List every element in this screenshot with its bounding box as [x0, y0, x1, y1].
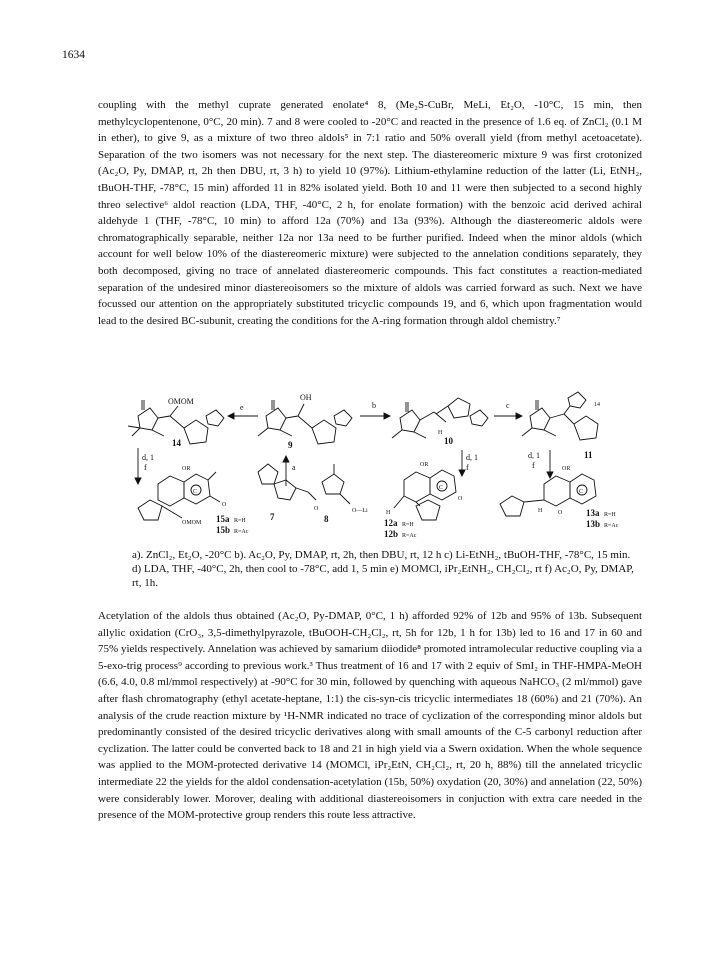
compound-15b: 15b [216, 525, 231, 535]
label-h-13: H [538, 508, 543, 514]
label-or-left: OR [182, 466, 191, 472]
label-oh: OH [300, 393, 312, 402]
compound-9-number: 9 [288, 440, 293, 450]
arrow-c-label: c [506, 401, 510, 410]
label-c-ring-3: C [579, 489, 584, 495]
label-or-mid: OR [420, 462, 429, 468]
label-h-10: H [438, 430, 443, 436]
arrow-e-label: e [240, 403, 244, 412]
compound-15a-r: R=H [234, 518, 246, 524]
compound-12b-r: R=Ac [402, 533, 417, 539]
compound-13a: 13a [586, 508, 600, 518]
scheme-caption: a). ZnCl₂, Et₂O, -20°C b). Ac₂O, Py, DMAP, rt, 2h, then DBU, rt, 12 h c) Li-EtNH₂, tBuOH-THF, -78°C, 15 min. d) LDA, THF, -40°C, 2h, then cool to -78°C, add 1, 5 min e) MOMCl, iPr₂EtNH₂, CH₂Cl₂, rt f) Ac₂O, Py, DMAP, rt, 1h. [132, 549, 634, 589]
label-omom-15: OMOM [182, 520, 202, 526]
compound-8-number: 8 [324, 514, 329, 524]
arrow-d-right-label: d, 1 [528, 451, 540, 460]
arrow-f-mid-label: f [466, 463, 469, 472]
arrow-d-mid-label: d, 1 [466, 453, 478, 462]
structure-9 [258, 400, 352, 444]
compound-14-number: 14 [172, 438, 181, 448]
label-h-12: H [386, 510, 391, 516]
arrow-b-label: b [372, 401, 376, 410]
compound-7-number: 7 [270, 512, 275, 522]
page-number: 1634 [62, 49, 85, 61]
arrow-d-left-label: d, 1 [142, 453, 154, 462]
structure-12 [394, 470, 456, 520]
compound-15a: 15a [216, 514, 230, 524]
structure-7 [258, 464, 316, 500]
arrow-f-right-label: f [532, 461, 535, 470]
compound-12a: 12a [384, 518, 398, 528]
reaction-scheme [98, 376, 642, 552]
compound-13a-r: R=H [604, 512, 616, 518]
arrow-a-label: a [292, 463, 296, 472]
label-o-15: O [222, 502, 227, 508]
paragraph-results: Acetylation of the aldols thus obtained (Ac₂O, Py-DMAP, 0°C, 1 h) afforded 92% of 12b and 95% of 13b. Subsequent allylic oxidation (CrO₃, 3,5-dimethylpyrazole, tBuOOH-CH₂Cl₂, rt, 5h for 12b, 1 h for 13b) led to 16 and 17 in 60 and 75% yields respectively. Annelation was achieved by samarium diiodide⁸ promoted intramolecular reductive coupling via a 5-exo-trig process⁹ according to previous work.³ Thus treatment of 16 and 17 with 2 equiv of SmI₂ in THF-HMPA-MeOH (6.6, 4.0, 0.8 ml/mmol respectively) at -90°C for 30 min, followed by quenching with aqueous NaHCO₃ (2 ml/mmol) gave after flash chromatography (ethyl acetate-heptane, 1:1) the cis-syn-cis tricyclic intermediates 18 (60%) and 21 (70%). An analysis of the crude reaction mixture by ¹H-NMR indicated no trace of cyclization of the corresponding minor aldols but predominantly consisted of the desired tricyclic derivatives along with small amounts of the C-5 carbonyl reduction after cyclization. The latter could be converted back to 18 and 21 in high yield via a Swern oxidation. When the whole sequence was applied to the MOM-protected derivative 14 (MOMCl, iPr₂EtN, CH₂Cl₂, rt, 20 h, 88%) till the annelated tricyclic intermediate 22 the yields for the aldol condensation-acetylation (15b, 50%) oxydation (20, 30%) and annelation (22, 50%) were considerably lower. Morover, dealing with additional diastereoisomers in conjuction with extra care needed in the presence of the MOM-protective group renders this route less attractive. [98, 610, 642, 822]
label-oli: O—Li [352, 508, 368, 514]
label-or-right: OR [562, 466, 571, 472]
label-o-7: O [314, 506, 319, 512]
compound-13b: 13b [586, 519, 601, 529]
label-omom: OMOM [168, 397, 194, 406]
compound-13b-r: R=Ac [604, 523, 619, 529]
structure-11 [522, 392, 598, 440]
compound-10-number: 10 [444, 436, 453, 446]
label-c-ring-1: C [193, 489, 198, 495]
label-c-ring-2: C [439, 485, 444, 491]
compound-15b-r: R=Ac [234, 529, 249, 535]
label-o-12: O [458, 496, 463, 502]
compound-11-number: 11 [584, 450, 593, 460]
arrow-f-left-label: f [144, 463, 147, 472]
paragraph-intro: coupling with the methyl cuprate generated enolate⁴ 8, (Me₂S-CuBr, MeLi, Et₂O, -10°C, 15 min, then methylcyclopentenone, 0°C, 20 min). 7 and 8 were cooled to -20°C and reacted in the presence of 1.6 eq. of ZnCl₂ (0.1 M in ether), to give 9, as a mixture of two threo aldols⁵ in 7:1 ratio and 50% overall yield (from methyl acetoacetate). Separation of the two isomers was not necessary for the next step. The diastereomeric mixture 9 was first crotonized (Ac₂O, Py, DMAP, rt, 2h then DBU, rt, 3 h) to yield 10 (97%). Lithium-ethylamine reduction of the latter (Li, EtNH₂, tBuOH-THF, -78°C, 15 min) afforded 11 in 82% isolated yield. Both 10 and 11 were then subjected to a second highly threo selective⁶ aldol reaction (LDA, THF, -40°C, 2 h, for enolate formation) with the benzoic acid derived achiral aldehyde 1 (THF, -78°C, 10 min) to afford 12a (70%) and 13a (93%). Although the diastereomeric aldols were chromatographically separable, neither 12a nor 13a need to be further purified. Indeed when the minor aldols (which account for well below 10% of the diastereomeric mixture) were subjected to the annelation conditions separately, they both decomposed, giving no trace of annelated diastereomeric compounds. This fact constitutes a reaction-mediated separation of the undesired minor diastereoisomers so the mixture of aldols was carried forward as such. Next we have focussed our attention on the appropriately substituted tricyclic compounds 19, and 6, which upon fragmentation would lead to the desired BC-subunit, creating the conditions for the A-ring formation through aldol chemistry.⁷ [98, 99, 642, 327]
structure-8 [322, 464, 350, 504]
compound-12b: 12b [384, 529, 399, 539]
structure-15 [138, 472, 220, 520]
label-o-13: O [558, 510, 563, 516]
structure-13 [500, 474, 596, 516]
compound-12a-r: R=H [402, 522, 414, 528]
label-14b: 14 [594, 402, 600, 408]
